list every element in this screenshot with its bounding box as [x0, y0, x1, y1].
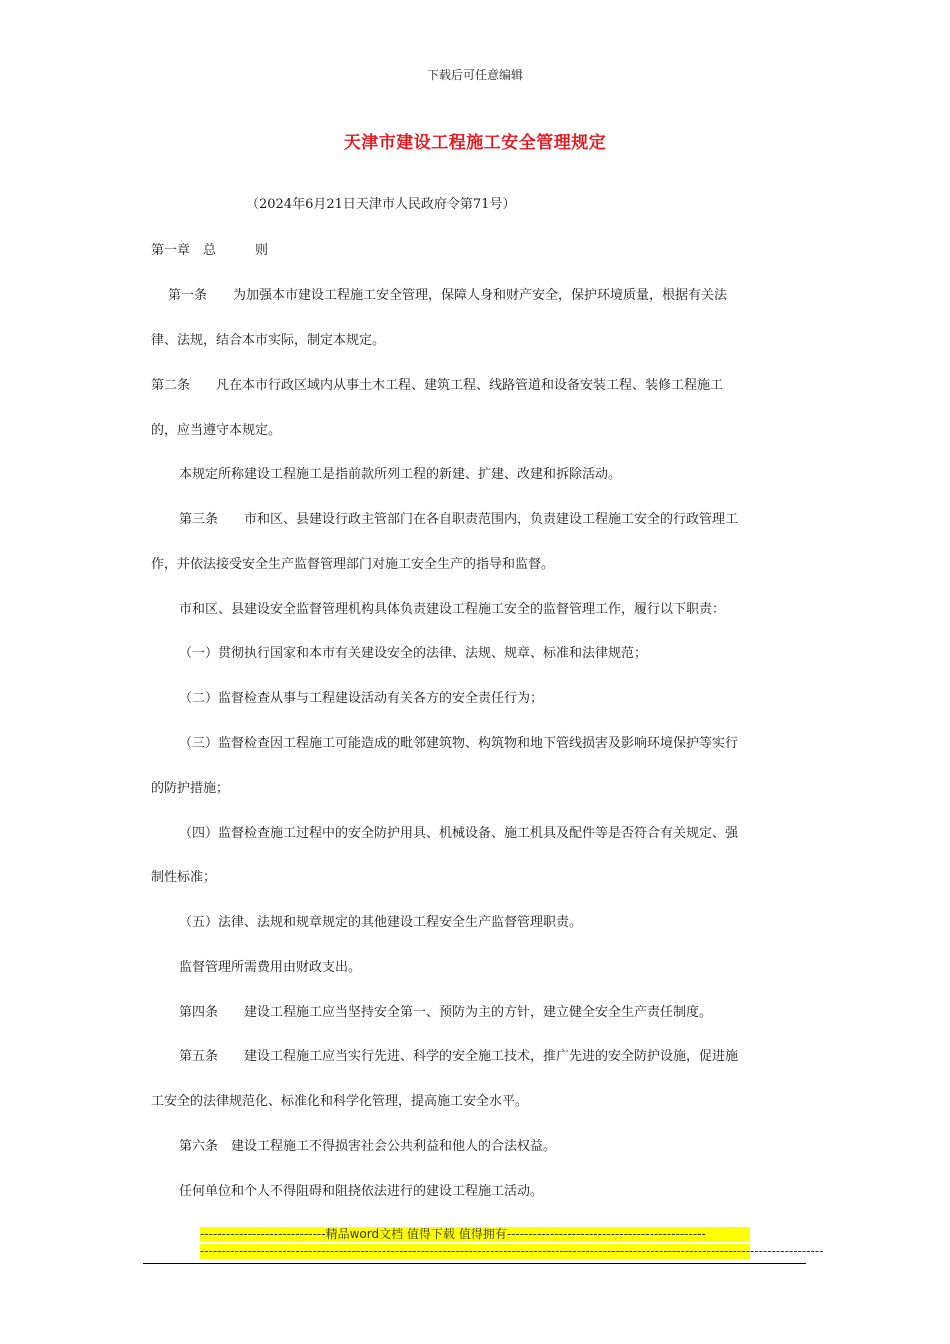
paragraph-line: 任何单位和个人不得阻碍和阻挠依法进行的建设工程施工活动。 — [179, 1184, 544, 1199]
header-note: 下载后可任意编辑 — [426, 68, 523, 82]
paragraph-line: 制性标准； — [151, 870, 217, 885]
footer-banner-dashes: ------------------------------------------------------------------------------------------------------------------------------------------------ — [200, 1244, 824, 1258]
footer-banner: -----------------------------精品word文档 值得下载 值得拥有---------------------------------------------- — [200, 1227, 750, 1242]
paragraph-line: 第四条 建设工程施工应当坚持安全第一、预防为主的方针，建立健全安全生产责任制度。 — [179, 1005, 713, 1020]
paragraph-line: 第三条 市和区、县建设行政主管部门在各自职责范围内，负责建设工程施工安全的行政管理工 — [179, 512, 739, 527]
paragraph-line: （一）贯彻执行国家和本市有关建设安全的法律、法规、规章、标准和法律规范； — [179, 646, 648, 661]
paragraph-line: （四）监督检查施工过程中的安全防护用具、机械设备、施工机具及配件等是否符合有关规定、强 — [179, 826, 739, 841]
decree-line: （2024年6月21日天津市人民政府令第71号） — [246, 197, 516, 212]
document-title: 天津市建设工程施工安全管理规定 — [343, 133, 607, 153]
paragraph-line: 市和区、县建设安全监督管理机构具体负责建设工程施工安全的监督管理工作，履行以下职责： — [179, 602, 726, 617]
paragraph-line: 的，应当遵守本规定。 — [151, 423, 282, 438]
paragraph-line: 本规定所称建设工程施工是指前款所列工程的新建、扩建、改建和拆除活动。 — [179, 467, 622, 482]
paragraph-line: 第六条 建设工程施工不得损害社会公共利益和他人的合法权益。 — [179, 1139, 557, 1154]
footer-rule — [143, 1263, 806, 1264]
paragraph-line: 第五条 建设工程施工应当实行先进、科学的安全施工技术，推广先进的安全防护设施，促进施 — [179, 1049, 739, 1064]
paragraph-line: （二）监督检查从事与工程建设活动有关各方的安全责任行为； — [179, 691, 544, 706]
paragraph-line: 的防护措施； — [151, 781, 230, 796]
paragraph-line: 律、法规，结合本市实际，制定本规定。 — [151, 333, 386, 348]
paragraph-line: 第二条 凡在本市行政区域内从事土木工程、建筑工程、线路管道和设备安装工程、装修工程施工 — [151, 378, 724, 393]
paragraph-line: 工安全的法律规范化、标准化和科学化管理，提高施工安全水平。 — [151, 1094, 529, 1109]
chapter-heading: 第一章 总 则 — [151, 243, 269, 258]
paragraph-line: 第一条 为加强本市建设工程施工安全管理，保障人身和财产安全，保护环境质量，根据有关法 — [168, 288, 728, 303]
paragraph-line: （三）监督检查因工程施工可能造成的毗邻建筑物、构筑物和地下管线损害及影响环境保护等实行 — [179, 736, 739, 751]
paragraph-line: 监督管理所需费用由财政支出。 — [179, 960, 362, 975]
paragraph-line: 作，并依法接受安全生产监督管理部门对施工安全生产的指导和监督。 — [151, 557, 555, 572]
paragraph-line: （五）法律、法规和规章规定的其他建设工程安全生产监督管理职责。 — [179, 915, 583, 930]
